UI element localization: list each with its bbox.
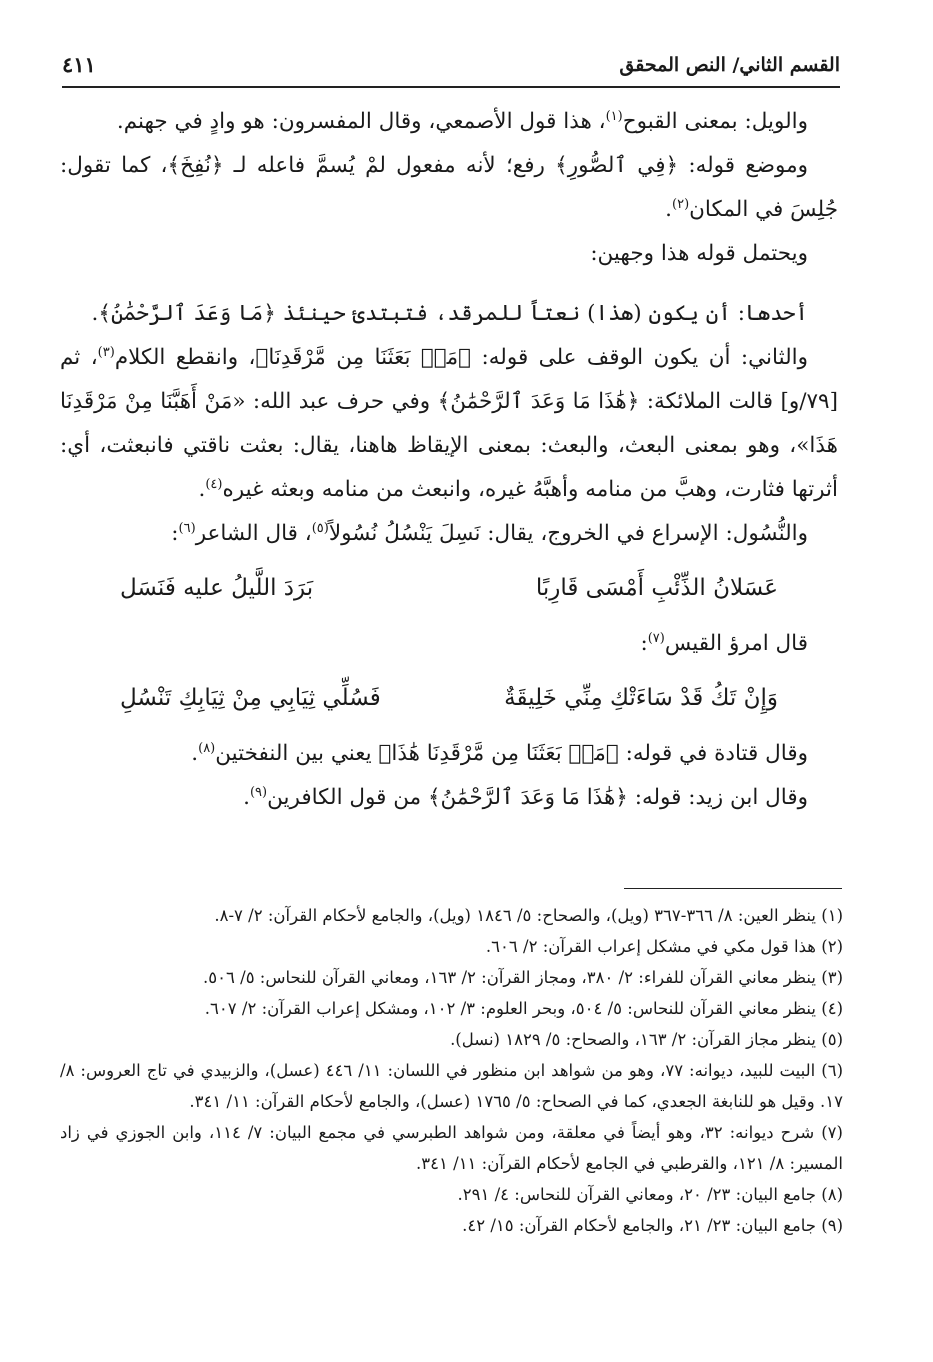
poetry-verse — [60, 676, 838, 720]
footnote-marker: (٣) — [97, 344, 115, 360]
paragraph-text: والنُّسُول: الإسراع في الخروج، يقال: نَسِلَ يَنْسُلُ نُسُولاً — [328, 521, 808, 546]
paragraph-text: ، قال الشاعر — [195, 521, 312, 546]
footnote: (٥) ينظر مجاز القرآن: ٢/ ١٦٣، والصحاح: ٥/ ١٨٢٩ (نسل). — [450, 1030, 843, 1049]
verse-first-hemistich: وَإِنْ تَكُ قَدْ سَاءَتْكِ مِنِّي خَلِيقَةٌ — [504, 685, 778, 711]
paragraph-text: . — [243, 785, 250, 810]
poetry-verse — [60, 566, 838, 610]
footnote: (٦) البيت للبيد، ديوانه: ٧٧، وهو من شواهد ابن منظور في اللسان: ١١/ ٤٤٦ (عسل)، والزبيدي في تاج العروس: ٨/ ١٧. وقيل هو للنابغة الجعدي، كما في الصحاح: ٥/ ١٧٦٥ (عسل)، والجامع لأحكام القرآن: ١١/ ٣٤١. — [60, 1061, 843, 1111]
footnote: (٢) هذا قول مكي في مشكل إعراب القرآن: ٢/ ٦٠٦. — [485, 937, 843, 956]
paragraph-text: والويل: بمعنى القبوح — [622, 109, 808, 134]
footnote: (٨) جامع البيان: ٢٣/ ٢٠، ومعاني القرآن للنحاس: ٤/ ٢٩١. — [457, 1185, 843, 1204]
verse-first-hemistich: عَسَلانُ الذِّئْبِ أَمْسَى قَارِبًا — [535, 575, 778, 601]
footnote-marker: (٢) — [672, 196, 690, 212]
footnote-separator — [624, 888, 842, 889]
footnote: (٤) ينظر معاني القرآن للنحاس: ٥/ ٥٠٤، وبحر العلوم: ٣/ ١٠٢، ومشكل إعراب القرآن: ٢/ ٦٠٧. — [204, 999, 843, 1018]
page-header — [62, 50, 840, 88]
paragraph-text: . — [665, 197, 672, 222]
footnote-marker: (٤) — [205, 476, 223, 492]
paragraph-text: . — [198, 477, 206, 502]
paragraph — [60, 622, 838, 666]
verse-second-hemistich: فَسُلِّي ثِيَابِي مِنْ ثِيَابِكِ تَنْسُلِ — [120, 685, 381, 711]
paragraph — [60, 336, 838, 512]
footnote: (٩) جامع البيان: ٢٣/ ٢١، والجامع لأحكام القرآن: ١٥/ ٤٢. — [462, 1216, 843, 1235]
footnote: (٣) ينظر معاني القرآن للفراء: ٢/ ٣٨٠، ومجاز القرآن: ٢/ ١٦٣، ومعاني القرآن للنحاس: ٥/ ٥٠٦. — [203, 968, 843, 987]
footnotes — [60, 900, 843, 1241]
main-text — [60, 100, 838, 820]
paragraph-text: وموضع قوله: ﴿فِي ٱلصُّورِ﴾ رفع؛ لأنه مفعول لمْ يُسمَّ فاعله لـ ﴿نُفِخَ﴾، كما تقول: جُلِسَ في المكان — [60, 153, 838, 222]
page-number: ٤١١ — [62, 52, 96, 77]
paragraph — [60, 100, 838, 144]
footnote-marker: (٦) — [178, 520, 196, 536]
footnote-marker: (٩) — [249, 784, 268, 800]
footnote-marker: (١) — [605, 108, 623, 124]
paragraph-text: : — [640, 631, 648, 656]
verse-second-hemistich: بَرَدَ اللَّيلُ عليه فَنَسَل — [120, 575, 314, 601]
paragraph — [60, 144, 838, 232]
footnote-marker: (٥) — [311, 520, 329, 536]
paragraph-text: : — [171, 521, 179, 546]
paragraph-text: . — [191, 741, 199, 766]
paragraph — [60, 732, 838, 776]
footnote: (٧) شرح ديوانه: ٣٢، وهو أيضاً في معلقة، ومن شواهد الطبرسي في مجمع البيان: ٧/ ١١٤، وابن الجوزي في زاد المسير: ٨/ ١٢١، والقرطبي في الجامع لأحكام القرآن: ١١/ ٣٤١. — [60, 1123, 843, 1173]
paragraph-text: وقال قتادة في قوله: ﴿مَنۢ بَعَثَنَا مِن مَّرْقَدِنَا هَٰذَا﴾ يعني بين النفختين — [215, 741, 808, 766]
paragraph-text: ، هذا قول الأصمعي، وقال المفسرون: هو وادٍ في جهنم. — [116, 109, 606, 134]
running-title: القسم الثاني/ النص المحقق — [619, 54, 840, 76]
paragraph-text: ويحتمل قوله هذا وجهين: — [590, 241, 808, 266]
paragraph-text: أحدها: أن يكون (هذا) نعتاً للمرقد، فتبتدئ حينئذ ﴿مَا وَعَدَ ٱلرَّحْمَٰنُ﴾. — [91, 301, 808, 326]
paragraph-text: وقال ابن زيد: قوله: ﴿هَٰذَا مَا وَعَدَ ٱلرَّحْمَٰنُ﴾ من قول الكافرين — [267, 785, 808, 810]
footnote: (١) ينظر العين: ٨/ ٣٦٦-٣٦٧ (ويل)، والصحاح: ٥/ ١٨٤٦ (ويل)، والجامع لأحكام القرآن: ٢/ ٧-٨. — [214, 906, 843, 925]
paragraph — [60, 232, 838, 276]
footnote-marker: (٨) — [198, 740, 216, 756]
footnote-marker: (٧) — [647, 630, 665, 646]
paragraph — [60, 512, 838, 556]
paragraph — [60, 292, 838, 336]
paragraph-text: والثاني: أن يكون الوقف على قوله: ﴿مَنۢ بَعَثَنَا مِن مَّرْقَدِنَا﴾، وانقطع الكلام — [114, 345, 808, 370]
paragraph-text: ، ثم [٧٩/و] قالت الملائكة: ﴿هَٰذَا مَا وَعَدَ ٱلرَّحْمَٰنُ﴾ وفي حرف عبد الله: «مَنْ أَهَبَّنَا مِنْ مَرْقَدِنَا هَذَا»، وهو بمعنى البعث، والبعث: بمعنى الإيقاظ هاهنا، يقال: بعثت ناقتي فانبعثت، أي: أثرتها فثارت، وهبَّ من منامه وأهبَّهُ غيره، وانبعث من منامه وبعثه غيره — [60, 345, 838, 502]
paragraph-text: قال امرؤ القيس — [664, 631, 808, 656]
paragraph — [60, 776, 838, 820]
